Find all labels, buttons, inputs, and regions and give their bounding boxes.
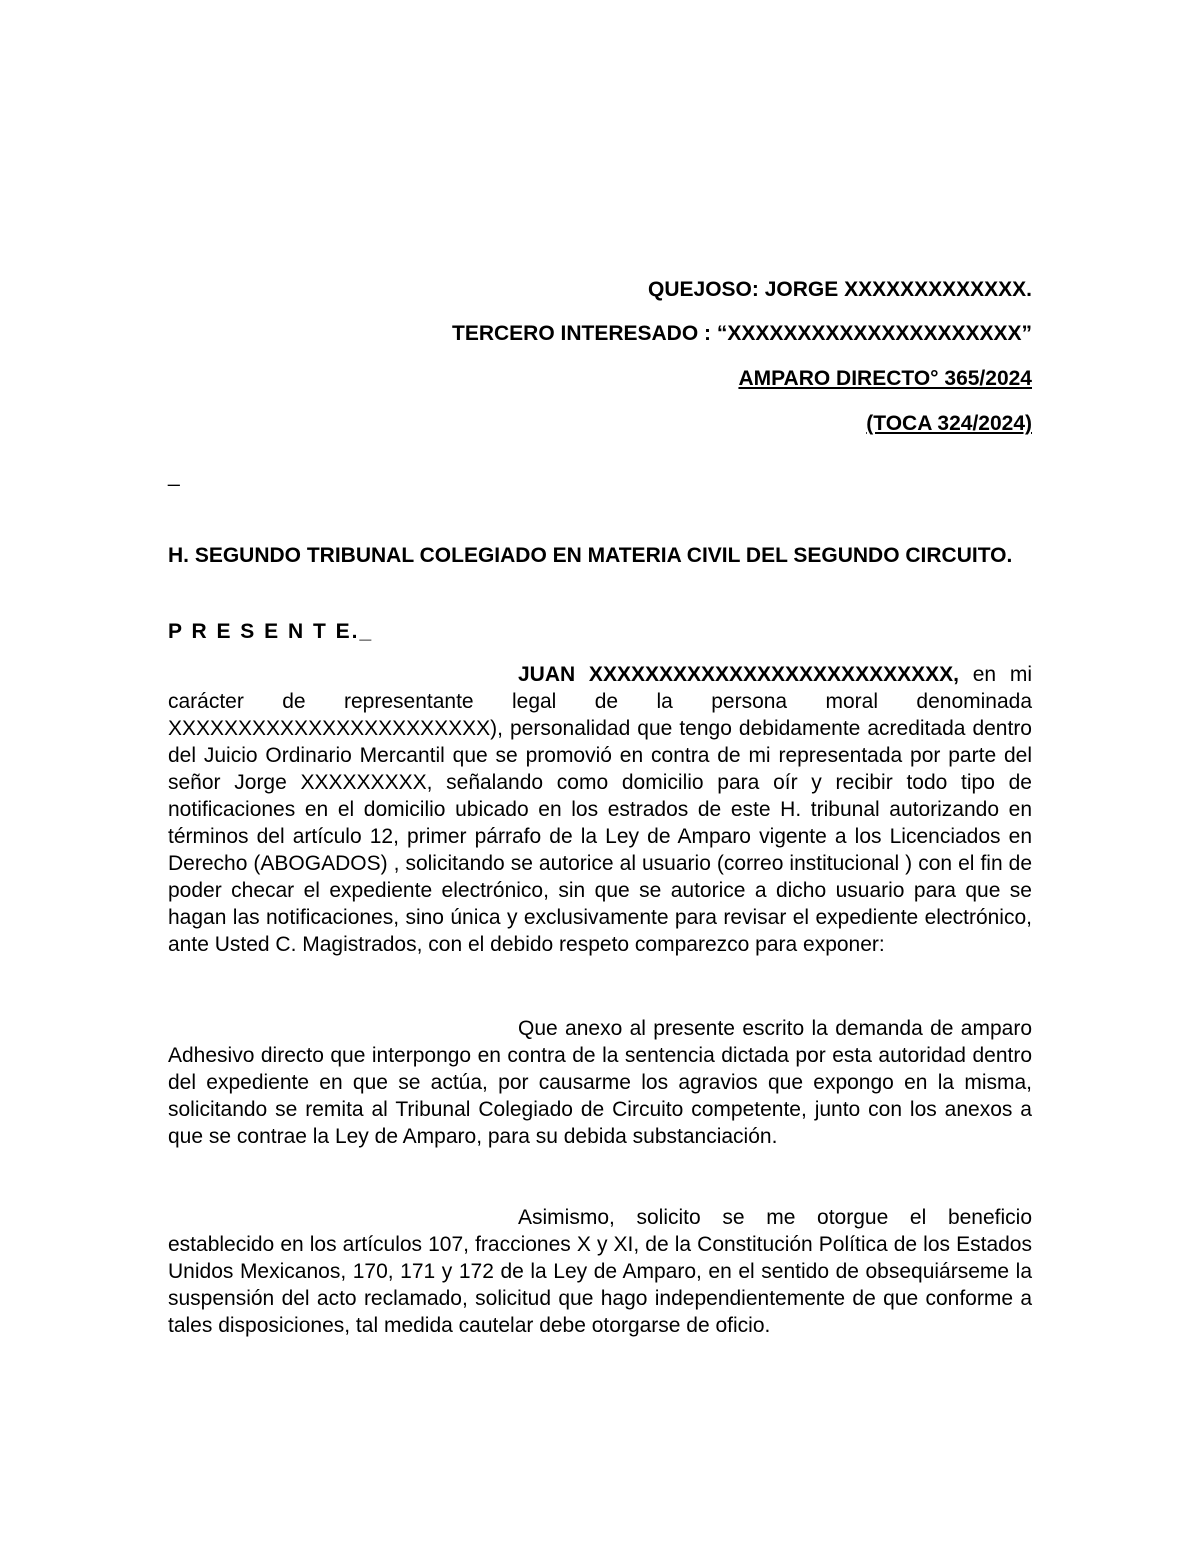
amparo-directo-line: AMPARO DIRECTO° 365/2024 — [738, 367, 1032, 390]
paragraph-introduction — [168, 661, 1032, 958]
promovente-name: JUAN XXXXXXXXXXXXXXXXXXXXXXXXXX, — [518, 663, 959, 686]
addressee: H. SEGUNDO TRIBUNAL COLEGIADO EN MATERIA CIVIL DEL SEGUNDO CIRCUITO. — [168, 544, 1013, 567]
separator-dash: _ — [168, 464, 180, 487]
toca-line: (TOCA 324/2024) — [866, 412, 1032, 435]
presente-heading: P R E S E N T E._ — [168, 620, 374, 643]
paragraph-demanda: Que anexo al presente escrito la demanda de amparo Adhesivo directo que interpongo en contra de la sentencia dictada por esta autoridad dentro del expediente en que se actúa, por causarme los agravios que expongo en la misma, solicitando se remita al Tribunal Colegiado de Circuito competente, junto con los anexos a que se contrae la Ley de Amparo, para su debida substanciación. — [168, 1017, 1032, 1148]
quejoso-line: QUEJOSO: JORGE XXXXXXXXXXXXX. — [648, 278, 1032, 301]
tercero-interesado-line: TERCERO INTERESADO : “XXXXXXXXXXXXXXXXXXXXX” — [452, 322, 1032, 345]
paragraph-suspension: Asimismo, solicito se me otorgue el beneficio establecido en los artículos 107, fracciones X y XI, de la Constitución Política de los Estados Unidos Mexicanos, 170, 171 y 172 de la Ley de Amparo, en el sentido de obsequiárseme la suspensión del acto reclamado, solicitud que hago independientemente de que conforme a tales disposiciones, tal medida cautelar debe otorgarse de oficio. — [168, 1206, 1032, 1337]
paragraph-introduction-body: en mi carácter de representante legal de la persona moral denominada XXXXXXXXXXXXXXXXXXXXXXX), personalidad que tengo debidamente acreditada dentro del Juicio Ordinario Mercantil que se promovió en contra de mi representada por parte del señor Jorge XXXXXXXXX, señalando como domicilio para oír y recibir todo tipo de notificaciones en el domicilio ubicado en los estrados de este H. tribunal autorizando en términos del artículo 12, primer párrafo de la Ley de Amparo vigente a los Licenciados en Derecho (ABOGADOS) , solicitando se autorice al usuario (correo institucional ) con el fin de poder checar el expediente electrónico, sin que se autorice a dicho usuario para que se hagan las notificaciones, sino única y exclusivamente para revisar el expediente electrónico, ante Usted C. Magistrados, con el debido respeto comparezco para exponer: — [168, 663, 1032, 956]
